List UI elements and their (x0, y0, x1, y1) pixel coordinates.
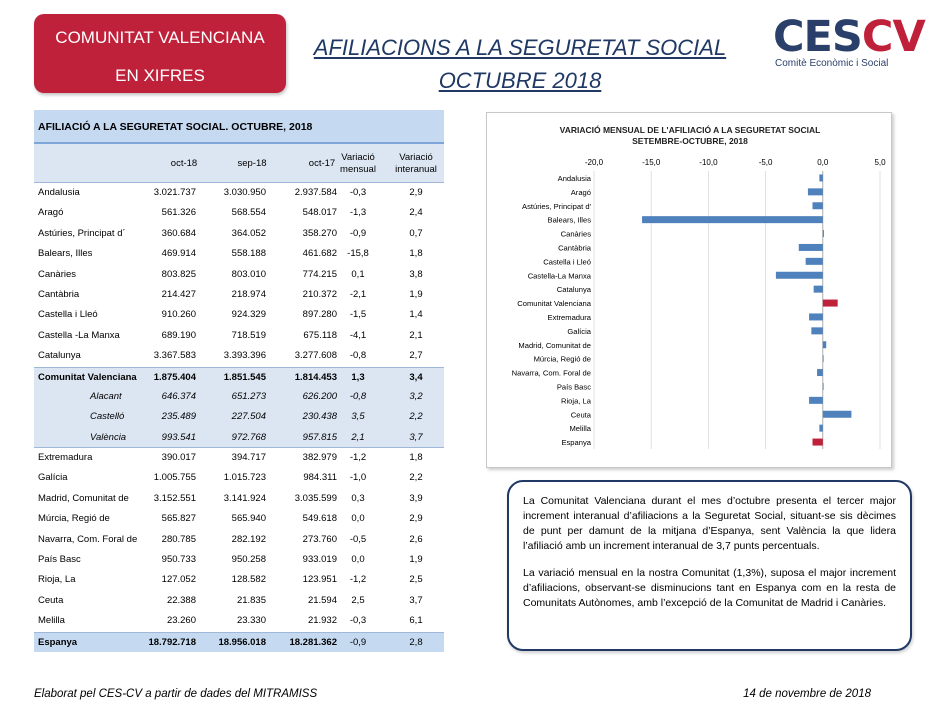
affiliation-table (34, 110, 444, 652)
chart-title: VARIACIÓ MENSUAL DE L'AFILIACIÓ A LA SEGURETAT SOCIAL (559, 125, 821, 135)
row-value: 21.594 (307, 594, 337, 606)
chart-x-tick-label: -5,0 (758, 158, 773, 167)
commentary-paragraph-1: La Comunitat Valenciana durant el mes d’octubre presenta el tercer major increment interanual d’afiliacions a la Seguretat Social, situant-se sis dècimes de punt per damunt de la mitjana d’Espanya, sent València la que lidera l’afiliació amb un increment interanual de 3,7 punts percentuals. (523, 495, 896, 552)
row-value: 214.427 (161, 288, 196, 300)
row-value: -1,0 (349, 472, 367, 484)
row-value: 803.825 (161, 268, 196, 280)
header-var-mensual: Variació mensual (340, 151, 376, 175)
chart-bar (823, 355, 824, 362)
chart-bar (823, 230, 824, 237)
row-value: -15,8 (347, 248, 369, 260)
table-row (34, 509, 444, 529)
row-value: 2,6 (409, 533, 423, 545)
row-value: 1,9 (409, 554, 423, 566)
row-value: -0,9 (349, 636, 367, 648)
table-row (34, 203, 444, 223)
chart-category-label: Castella-La Manxa (527, 271, 591, 281)
chart-bar (814, 286, 823, 293)
table-row (34, 550, 444, 570)
row-value: 210.372 (302, 288, 337, 300)
row-value: 549.618 (302, 513, 337, 525)
row-value: 1.015.723 (223, 472, 266, 484)
row-value: 3.030.950 (223, 187, 266, 198)
chart-bar (811, 327, 822, 334)
row-value: 3,5 (351, 411, 365, 423)
row-label: Andalusia (38, 187, 80, 198)
row-value: 1,8 (409, 248, 423, 260)
chart-bar (776, 272, 823, 279)
row-value: 561.326 (161, 207, 196, 219)
row-label: Astúries, Principat d´ (38, 227, 126, 239)
row-value: 933.019 (302, 554, 337, 566)
row-value: 128.582 (231, 574, 266, 586)
row-value: 2,9 (409, 513, 423, 525)
row-value: 565.827 (161, 513, 196, 525)
row-value: 21.932 (307, 615, 337, 627)
chart-category-label: País Basc (556, 382, 591, 392)
row-value: 950.258 (231, 554, 266, 566)
table-row (34, 570, 444, 590)
row-label: Múrcia, Regió de (38, 513, 110, 525)
row-value: 924.329 (231, 309, 266, 321)
badge-line-1: COMUNITAT VALENCIANA (55, 28, 265, 47)
chart-bar (813, 202, 823, 209)
chart-category-label: Madrid, Comunitat de (518, 340, 591, 350)
logo-ces: CES (773, 12, 862, 62)
row-value: 3,9 (409, 492, 423, 504)
table-row (34, 428, 444, 448)
table-row (34, 591, 444, 611)
row-value: 22.388 (166, 594, 196, 606)
row-value: 626.200 (302, 390, 337, 402)
row-value: -0,9 (349, 227, 367, 239)
chart-category-label: Galícia (567, 326, 591, 336)
row-value: 394.717 (231, 452, 266, 464)
row-label: Alacant (90, 390, 122, 402)
header-oct18: oct-18 (170, 157, 198, 169)
chart-bar (799, 244, 823, 251)
row-label: Castella -La Manxa (38, 329, 120, 341)
table-row (34, 387, 444, 407)
table-row (34, 448, 444, 468)
page-subtitle: OCTUBRE 2018 (438, 68, 602, 93)
table-row (34, 285, 444, 305)
row-value: 382.979 (302, 452, 337, 464)
row-value: 469.914 (161, 248, 196, 260)
row-value: 360.684 (161, 227, 196, 239)
chart-bar (817, 369, 823, 376)
badge-line-2: EN XIFRES (115, 66, 205, 85)
chart-category-label: Múrcia, Regió de (533, 354, 591, 364)
row-value: -2,1 (349, 288, 367, 300)
chart-bar (809, 313, 823, 320)
row-value: 1,3 (351, 371, 365, 383)
row-value: 123.951 (302, 574, 337, 586)
chart-category-label: Cantàbria (558, 243, 591, 253)
row-value: 18.281.362 (289, 636, 337, 648)
row-value: 227.504 (231, 411, 266, 423)
table-body (34, 183, 444, 652)
row-label: València (90, 431, 127, 443)
row-value: 558.188 (231, 248, 266, 260)
chart-bar (806, 258, 823, 265)
chart-x-tick-label: -10,0 (699, 158, 718, 167)
row-value: -0,5 (349, 533, 367, 545)
row-value: 3.277.608 (294, 350, 337, 362)
row-value: 803.010 (231, 268, 266, 280)
row-value: -1,2 (349, 452, 367, 464)
row-value: -1,2 (349, 574, 367, 586)
row-value: 897.280 (302, 309, 337, 321)
row-value: 358.270 (302, 227, 337, 239)
commentary-paragraph-2: La variació mensual en la nostra Comunitat (1,3%), suposa el major increment d’afiliacions, observant-se disminucions tant en Espanya com en la resta de Comunitats Autònomes, amb l’excepció de la Comunitat de Madrid i Canàries. (523, 567, 896, 609)
table-row (34, 407, 444, 427)
row-label: Melilla (38, 615, 65, 627)
row-value: 235.489 (161, 411, 196, 423)
chart-category-label: Astúries, Principat d' (522, 201, 591, 211)
row-label: Espanya (38, 636, 78, 648)
table-row (34, 346, 444, 366)
row-label: Ceuta (38, 594, 64, 606)
row-value: 0,0 (351, 554, 365, 566)
table-row (34, 632, 444, 652)
row-value: 0,3 (351, 492, 365, 504)
row-value: 2,5 (351, 594, 365, 606)
row-label: Catalunya (38, 350, 81, 362)
chart-bar (823, 300, 838, 307)
row-value: 2,2 (409, 411, 423, 423)
row-label: Castella i Lleó (38, 309, 98, 321)
chart-category-label: Melilla (569, 424, 591, 434)
chart-category-label: Andalusia (557, 173, 591, 183)
row-value: 3.021.737 (153, 187, 196, 198)
row-value: 2,7 (409, 350, 423, 362)
row-value: 774.215 (302, 268, 337, 280)
row-value: -1,5 (349, 309, 367, 321)
row-value: 984.311 (303, 472, 337, 484)
chart-bar (823, 383, 824, 390)
row-value: 18.956.018 (218, 636, 266, 648)
chart-x-tick-label: 5,0 (874, 158, 886, 167)
row-value: -4,1 (349, 329, 367, 341)
row-value: 568.554 (231, 207, 266, 219)
row-label: Castelló (90, 411, 125, 423)
table-row (34, 326, 444, 346)
row-value: 3.367.583 (153, 350, 196, 362)
row-value: 2,9 (409, 187, 423, 198)
row-value: 993.541 (161, 431, 196, 443)
chart-category-label: Navarra, Com. Foral de (511, 368, 591, 378)
row-value: 910.260 (161, 309, 196, 321)
row-value: -1,3 (349, 207, 367, 219)
chart-category-label: Espanya (561, 438, 591, 448)
row-value: 1.851.545 (223, 371, 266, 383)
chart-category-label: Catalunya (556, 285, 591, 295)
variation-chart (486, 112, 892, 468)
row-value: 3,2 (409, 390, 423, 402)
row-value: 957.815 (302, 431, 337, 443)
row-label: Balears, Illes (38, 248, 93, 260)
table-row (34, 244, 444, 264)
table-row (34, 265, 444, 285)
row-value: 461.682 (302, 248, 337, 260)
row-value: 548.017 (302, 207, 337, 219)
row-value: 21.835 (236, 594, 266, 606)
chart-x-tick-label: -15,0 (642, 158, 661, 167)
chart-category-label: Canàries (560, 229, 591, 239)
table-header (34, 144, 444, 183)
row-value: 3.393.396 (223, 350, 266, 362)
chart-category-label: Extremadura (547, 312, 591, 322)
row-value: 18.792.718 (148, 636, 196, 648)
table-row (34, 183, 444, 203)
row-value: 1,9 (409, 288, 423, 300)
row-value: 1.875.404 (153, 371, 196, 383)
row-value: 1.814.453 (294, 371, 337, 383)
row-label: Extremadura (38, 452, 93, 464)
row-value: 3,4 (409, 371, 423, 383)
table-row (34, 224, 444, 244)
logo-cv: CV (861, 12, 925, 62)
chart-svg (487, 113, 893, 469)
row-value: 2,8 (409, 636, 423, 648)
row-label: Comunitat Valenciana (38, 371, 137, 383)
chart-bar (813, 439, 823, 446)
chart-category-label: Castella i Lleó (543, 257, 591, 267)
table-row (34, 489, 444, 509)
chart-bar (819, 425, 822, 432)
row-value: -0,8 (349, 350, 367, 362)
row-value: 282.192 (231, 533, 266, 545)
row-value: -0,3 (349, 187, 367, 198)
row-value: 3.141.924 (223, 492, 266, 504)
row-label: Navarra, Com. Foral de (38, 533, 138, 545)
commentary-box (507, 480, 912, 651)
header-oct17: oct-17 (308, 157, 336, 169)
chart-bar (808, 188, 823, 195)
row-label: País Basc (38, 554, 81, 566)
row-value: -0,3 (349, 615, 367, 627)
row-label: Madrid, Comunitat de (38, 492, 129, 504)
row-label: Cantàbria (38, 288, 80, 300)
row-value: 651.273 (231, 390, 266, 402)
row-label: Galícia (38, 472, 68, 484)
logo-subtitle: Comitè Econòmic i Social (775, 58, 889, 69)
row-value: 3,7 (409, 594, 423, 606)
chart-category-label: Balears, Illes (547, 215, 591, 225)
row-value: 565.940 (231, 513, 266, 525)
row-value: 2,5 (409, 574, 423, 586)
table-row (34, 305, 444, 325)
row-value: 6,1 (409, 615, 423, 627)
table-row (34, 530, 444, 550)
row-value: 2,1 (351, 431, 365, 443)
table-title: AFILIACIÓ A LA SEGURETAT SOCIAL. OCTUBRE, 2018 (34, 110, 444, 144)
row-value: 689.190 (161, 329, 196, 341)
row-value: 0,1 (351, 268, 365, 280)
row-value: -0,8 (349, 390, 367, 402)
row-value: 0,0 (351, 513, 365, 525)
row-value: 675.118 (303, 329, 337, 341)
row-value: 1.005.755 (153, 472, 196, 484)
chart-x-tick-label: 0,0 (817, 158, 829, 167)
chart-x-tick-label: -20,0 (584, 158, 604, 167)
row-value: 23.260 (166, 615, 196, 627)
table-row (34, 611, 444, 631)
row-value: 390.017 (161, 452, 196, 464)
chart-bar (823, 411, 852, 418)
row-label: Canàries (38, 268, 77, 280)
row-value: 0,7 (409, 227, 423, 239)
chart-category-label: Ceuta (570, 410, 591, 420)
footer-source: Elaborat pel CES-CV a partir de dades del MITRAMISS (34, 688, 318, 700)
chart-category-label: Comunitat Valenciana (517, 299, 591, 309)
row-value: 230.438 (302, 411, 337, 423)
row-value: 1,8 (409, 452, 423, 464)
row-label: Aragó (38, 207, 64, 219)
row-value: 23.330 (236, 615, 266, 627)
row-value: 972.768 (231, 431, 266, 443)
header-var-interanual: Variació interanual (395, 151, 437, 175)
row-value: 2,1 (409, 329, 423, 341)
header-sep18: sep-18 (237, 157, 267, 169)
row-value: 2,2 (409, 472, 423, 484)
row-value: 364.052 (231, 227, 266, 239)
footer-date: 14 de novembre de 2018 (743, 688, 871, 700)
row-value: 646.374 (161, 390, 196, 402)
row-value: 273.760 (302, 533, 337, 545)
row-value: 1,4 (409, 309, 423, 321)
region-badge (34, 14, 286, 93)
row-value: 280.785 (161, 533, 196, 545)
chart-category-label: Aragó (570, 187, 591, 197)
row-value: 718.519 (231, 329, 266, 341)
row-value: 218.974 (231, 288, 266, 300)
chart-bar (642, 216, 823, 223)
chart-bar (819, 174, 822, 181)
row-value: 3.035.599 (294, 492, 337, 504)
chart-bar (823, 341, 826, 348)
row-value: 127.052 (161, 574, 196, 586)
chart-category-label: Rioja, La (561, 396, 591, 406)
row-value: 3.152.551 (153, 492, 196, 504)
chart-bar (809, 397, 823, 404)
row-value: 950.733 (161, 554, 196, 566)
page-title: AFILIACIONS A LA SEGURETAT SOCIAL (313, 35, 727, 60)
row-value: 2.937.584 (294, 187, 337, 198)
table-row (34, 468, 444, 488)
row-value: 2,4 (409, 207, 423, 219)
table-row (34, 367, 444, 387)
row-label: Rioja, La (38, 574, 76, 586)
row-value: 3,8 (409, 268, 423, 280)
cescv-logo (773, 12, 925, 70)
row-value: 3,7 (409, 431, 423, 443)
chart-subtitle: SETEMBRE-OCTUBRE, 2018 (632, 136, 748, 146)
